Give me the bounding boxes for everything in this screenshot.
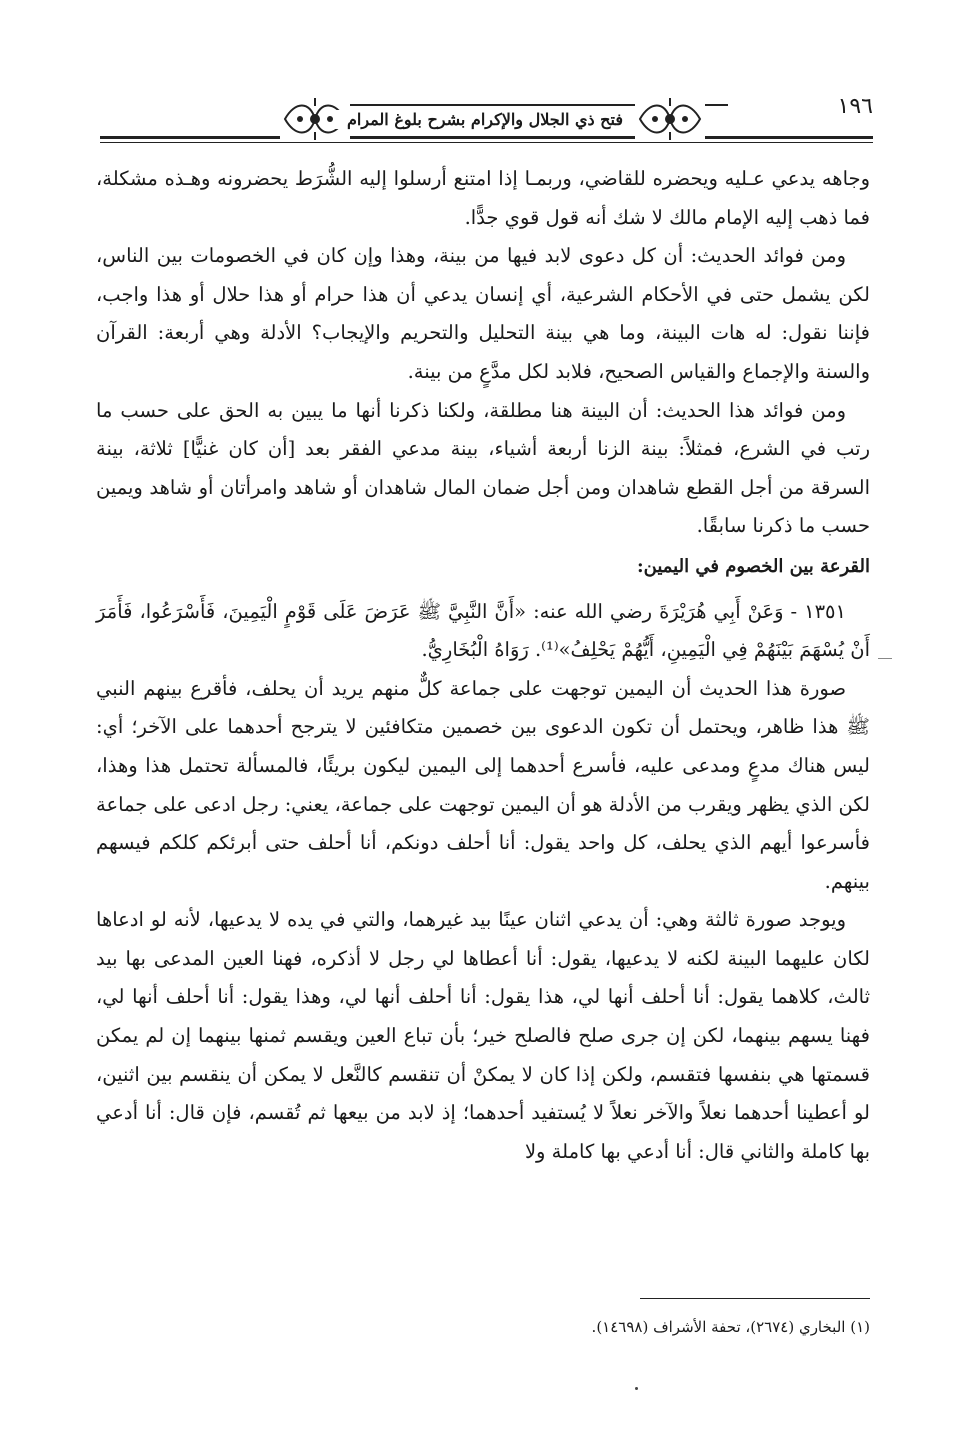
body-paragraph: ومن فوائد الحديث: أن كل دعوى لابد فيها من بينة، وهذا وإن كان في الخصومات بين الناس، لكن يشمل حتى في الأحكام الشرعية، أي إنسان يدعي أن هذا حرام أو هذا حلال أو هذا واجب، فإننا نقول: له هات البينة، وما هي بينة التحليل والتحريم والإيجاب؟ الأدلة وهي أربعة: القرآن والسنة والإجماع والقياس الصحيح، فلابد لكل مدَّعٍ من بينة. [96, 244, 870, 383]
hadith-number: ١٣٥١ [804, 599, 847, 623]
running-title: فتح ذي الجلال والإكرام بشرح بلوغ المرام [335, 110, 635, 129]
section-heading: القرعة بين الخصوم في اليمين: [637, 555, 870, 577]
body-paragraph: ومن فوائد هذا الحديث: أن البينة هنا مطلقة، ولكنا ذكرنا أنها ما يبين به الحق على حسب ما رتب في الشرع، فمثلاً: بينة الزنا أربعة أشياء، بينة مدعي الفقر بعد [أن كان غنيًّا] ثلاثة، بينة السرقة من أجل القطع شاهدان ومن أجل ضمان المال شاهدان أو شاهد وامرأتان أو شاهد ويمين حسب ما ذكرنا سابقًا. [96, 398, 870, 538]
body-paragraph: ويوجد صورة ثالثة وهي: أن يدعي اثنان عينًا بيد غيرهما، والتي في يده لا يدعيها، لأنه لو ادعاها لكان عليهما البينة لكنه لا يدعيها، يقول: أنا أعطاها لي رجل لا أذكره، فهنا العين المدعى بها بيد ثالث، كلاهما يقول: أنا أحلف أنها لي، هذا يقول: أنا أحلف أنها لي، وهذا يقول: أنا أحلف أنها لي، فهنا يسهم بينهما، لكن إن جرى صلح فالصلح خير؛ بأن تباع العين ويقسم ثمنها بينهما إن لم يمكن قسمتها هي بنفسها فتقسم، ولكن إذا كان لا يمكنْ أن تنقسم كالنَّعل لا يمكن أن ينقسم بين اثنين، لو أعطينا أحدهما نعلاً والآخر نعلاً لا يُستفيد أحدهما؛ إذ لابد من بيعها ثم تُقسم، فإن قال: أنا أدعي بها كاملة والثاني قال: أنا أدعي بها كاملة ولا [96, 908, 870, 1163]
hadith-text: ١٣٥١ - وَعَنْ أَبِي هُرَيْرَةَ رضي الله عنه: «أَنَّ النَّبِيَّ ﷺ عَرَضَ عَلَى قَوْمٍ الْيَمِينَ، فَأَسْرَعُوا، فَأَمَرَ أَنْ يُسْهَمَ بَيْنَهُمْ فِي الْيَمِينِ، أَيُّهُمْ يَحْلِفُ»⁽¹⁾. رَوَاهُ الْبُخَارِيُّ. [96, 599, 870, 662]
footnote: (١) البخاري (٢٦٧٤)، تحفة الأشراف (١٤٦٩٨). [591, 1318, 870, 1336]
hadith-body: وَعَنْ أَبِي هُرَيْرَةَ رضي الله عنه: «أَنَّ النَّبِيَّ ﷺ عَرَضَ عَلَى قَوْمٍ الْيَمِينَ، فَأَسْرَعُوا، فَأَمَرَ أَنْ يُسْهَمَ بَيْنَهُمْ فِي الْيَمِينِ، أَيُّهُمْ يَحْلِفُ»⁽¹⁾. رَوَاهُ الْبُخَارِيُّ. [96, 599, 870, 662]
floral-ornament-icon [635, 96, 705, 142]
page-body [96, 160, 870, 1171]
header-bottom-rule [100, 136, 873, 139]
footnote-separator [640, 1298, 870, 1299]
page-header [100, 92, 873, 152]
page-number: ١٩٦ [837, 94, 873, 119]
margin-mark [878, 658, 892, 659]
body-paragraph: صورة هذا الحديث أن اليمين توجهت على جماعة كلٌّ منهم يريد أن يحلف، فأقرع بينهم النبي ﷺ هذا ظاهر، ويحتمل أن تكون الدعوى بين خصمين متكافئين لا يترجح أحدهما على الآخر؛ أي: ليس هناك مدعٍ ومدعى عليه، فأسرع أحدهما إلى اليمين ليكون بريئًا، فالمسألة تحتمل هذا وهذا، لكن الذي يظهر ويقرب من الأدلة هو أن اليمين توجهت على جماعة، يعني: رجل ادعى على جماعة فأسرعوا أيهم الذي يحلف، كل واحد يقول: أنا أحلف دونكم، أنا أحلف حتى أبرئكم كلكم فيسهم بينهم. [96, 676, 870, 893]
speck [635, 1387, 638, 1390]
header-bottom-rule-thin [100, 142, 873, 143]
body-paragraph: وجاهه يدعي عـليه ويحضره للقاضي، وربمـا إذا امتنع أرسلوا إليه الشُّرَط يحضرونه وهـذه مشكلة، فما ذهب إليه الإمام مالك لا شك أنه قول قوي جدًّا. [96, 167, 870, 229]
